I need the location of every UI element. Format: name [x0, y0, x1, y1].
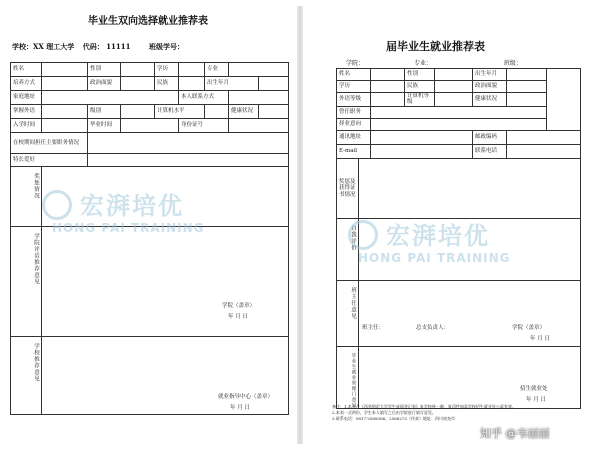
watermark-cn: 宏湃培优	[386, 222, 490, 250]
field-level[interactable]	[121, 105, 155, 119]
field-computer-level[interactable]	[205, 105, 229, 119]
field-id-number[interactable]	[229, 119, 289, 133]
r-field-gender[interactable]	[435, 69, 473, 81]
left-info-table	[10, 62, 289, 167]
r-label-phone: 联系电话	[473, 144, 507, 158]
college-stamp-label: 学院（盖章）	[222, 303, 256, 309]
r-label-career-intent: 择业意向	[337, 118, 371, 130]
r-field-birth[interactable]	[507, 69, 547, 81]
label-level: 级别	[88, 105, 121, 119]
r-field-awards[interactable]	[359, 159, 581, 219]
r-label-birth: 出生年月	[473, 69, 507, 81]
college-field-label: 学院：	[346, 60, 365, 67]
label-gender: 性别	[88, 63, 121, 77]
field-major[interactable]	[229, 63, 289, 77]
field-birth-date[interactable]	[259, 77, 289, 91]
field-home-address[interactable]	[42, 91, 179, 105]
field-awards[interactable]	[42, 167, 289, 227]
admission-office-date: 年 月 日	[526, 397, 546, 403]
right-form-page	[306, 8, 596, 426]
r-label-postcode: 邮政编码	[473, 130, 507, 144]
field-hobbies[interactable]	[88, 154, 289, 167]
label-enroll-date: 入学时间	[11, 119, 42, 133]
major-field-label: 专业：	[413, 60, 432, 67]
field-college-comment[interactable]	[42, 227, 289, 337]
field-foreign-language[interactable]	[42, 105, 88, 119]
field-name[interactable]	[42, 63, 88, 77]
admission-office-stamp: 招生就业处	[520, 386, 548, 392]
left-form-title: 毕业生双向选择就业推荐表	[88, 16, 208, 27]
field-political-status[interactable]	[121, 77, 155, 91]
r-field-language[interactable]	[371, 93, 405, 107]
class-field-label: 班级：	[503, 60, 522, 67]
r-label-name: 姓名	[337, 69, 371, 81]
note-line: 2.本表一式两份，学生本人填写之后由学院进行填写意见。	[332, 410, 436, 415]
label-positions: 在校期间担任主要职务情况	[11, 133, 88, 154]
right-college-date: 年 月 日	[530, 336, 550, 342]
field-enroll-date[interactable]	[42, 119, 88, 133]
r-field-office-opinion[interactable]	[359, 347, 581, 409]
left-opinion-table	[10, 166, 289, 415]
employment-center-stamp: 就业指导中心（盖章）	[218, 394, 274, 400]
right-info-line	[346, 58, 528, 67]
field-degree[interactable]	[179, 63, 205, 77]
r-field-phone[interactable]	[507, 144, 581, 158]
r-field-self-evaluation[interactable]	[359, 219, 581, 281]
r-label-computer: 计算机等级	[405, 93, 435, 107]
left-form-page	[4, 8, 292, 426]
right-info-table	[336, 68, 581, 159]
teacher-sign: 班主任：	[362, 325, 385, 331]
label-home-address: 家庭地址	[11, 91, 42, 105]
counselor-sign: 总支负责人：	[416, 325, 450, 331]
label-major: 专业	[205, 63, 229, 77]
r-field-degree[interactable]	[371, 81, 405, 93]
right-form-title: 届毕业生就业推荐表	[386, 40, 485, 53]
label-training-mode: 培养方式	[11, 77, 42, 91]
label-birth-date: 出生年月	[205, 77, 259, 91]
note-line: 3.联系电话：0817-2568386、2568273（传真）地址：四川南充市	[332, 416, 455, 421]
label-awards: 奖惩情况	[11, 167, 42, 227]
r-label-positions: 曾任职务	[337, 106, 371, 118]
watermark-en: HONG PAI TRAINING	[358, 251, 511, 265]
label-computer-level: 计算机水平	[155, 105, 205, 119]
r-label-office-opinion: 毕业生就业管理门意见	[337, 347, 359, 409]
field-positions[interactable]	[88, 133, 289, 154]
label-school-recommendation: 学校推荐意见	[11, 337, 42, 415]
r-label-address: 通讯地址	[337, 130, 371, 144]
right-opinion-table	[336, 158, 581, 409]
label-political-status: 政治面貌	[88, 77, 121, 91]
r-field-ethnicity[interactable]	[435, 81, 473, 93]
r-label-email: E-mail	[337, 144, 371, 158]
label-ethnicity: 民族	[155, 77, 179, 91]
r-field-address[interactable]	[371, 130, 473, 144]
label-foreign-language: 掌握外语	[11, 105, 42, 119]
label-name: 姓名	[11, 63, 42, 77]
r-label-teacher-opinion: 班主任意见	[337, 281, 359, 347]
r-field-career-intent[interactable]	[371, 118, 547, 130]
r-label-political: 政治面貌	[473, 81, 507, 93]
field-health[interactable]	[259, 105, 289, 119]
field-training-mode[interactable]	[42, 77, 88, 91]
r-field-positions[interactable]	[371, 106, 547, 118]
r-label-ethnicity: 民族	[405, 81, 435, 93]
label-id-number: 身份证号	[179, 119, 229, 133]
page-gap	[297, 6, 303, 444]
r-field-name[interactable]	[371, 69, 405, 81]
label-graduation-date: 毕业时间	[88, 119, 121, 133]
r-field-postcode[interactable]	[507, 130, 581, 144]
r-field-health[interactable]	[507, 93, 547, 107]
field-gender[interactable]	[121, 63, 155, 77]
right-college-stamp: 学院（盖章）	[512, 325, 546, 331]
school-code: 代码： 11111	[82, 42, 131, 51]
field-ethnicity[interactable]	[179, 77, 205, 91]
r-field-political[interactable]	[507, 81, 547, 93]
r-label-awards: 奖惩及获得证书情况	[337, 159, 359, 219]
college-date: 年 月 日	[228, 314, 248, 320]
r-field-email[interactable]	[371, 144, 473, 158]
label-hobbies: 特长爱好	[11, 154, 88, 167]
left-school-line	[12, 42, 190, 52]
r-label-gender: 性别	[405, 69, 435, 81]
r-label-health: 健康状况	[473, 93, 507, 107]
zhihu-attribution: 知乎 @韦丽丽	[480, 427, 550, 440]
photo-box	[547, 69, 581, 131]
note-line: 备注：1.本表在《西华师范大学学生成绩登记表》复学校统一制，复印件加盖学校招生就业处公章有效。	[332, 404, 516, 409]
school-name: 学校：XX 理工大学	[12, 42, 75, 51]
form-notes	[332, 404, 582, 422]
r-label-self-evaluation: 自我评价	[337, 219, 359, 281]
label-degree: 学历	[155, 63, 179, 77]
field-contact[interactable]	[229, 91, 289, 105]
r-label-language: 外语等级	[337, 93, 371, 107]
r-field-computer[interactable]	[435, 93, 473, 107]
employment-center-date: 年 月 日	[230, 405, 250, 411]
label-health: 健康状况	[229, 105, 259, 119]
watermark-cn: 宏湃培优	[80, 192, 184, 220]
class-number-label: 班级学号：	[148, 42, 184, 51]
watermark-en: HONG PAI TRAINING	[52, 221, 205, 235]
field-graduation-date[interactable]	[121, 119, 179, 133]
r-label-degree: 学历	[337, 81, 371, 93]
field-school-recommendation[interactable]	[42, 337, 289, 415]
label-contact: 本人联系方式	[179, 91, 229, 105]
label-college-comment: 学院评语推荐意见	[11, 227, 42, 337]
